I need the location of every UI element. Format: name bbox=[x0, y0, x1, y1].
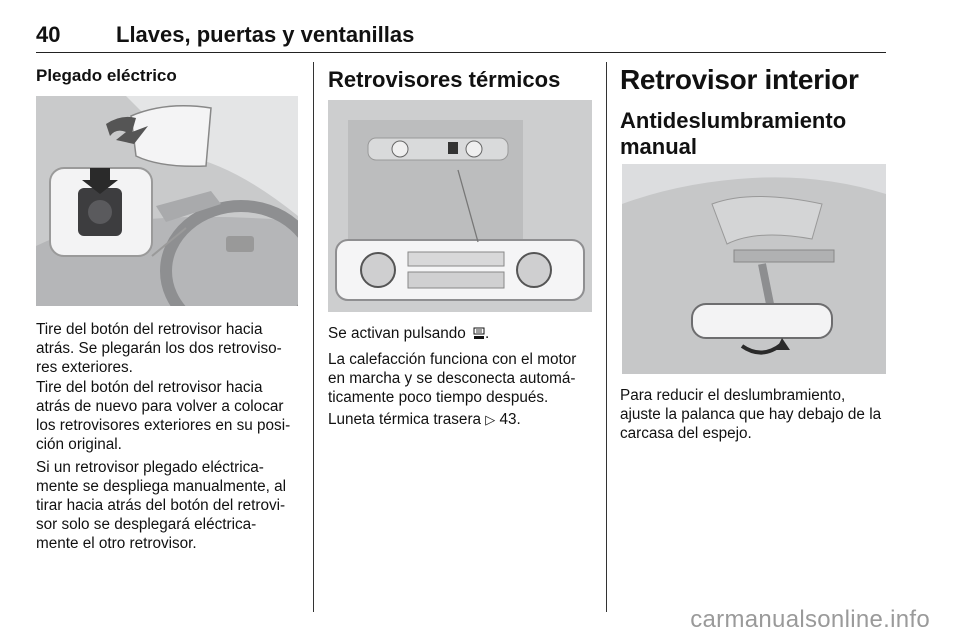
page-reference-icon: ▷ bbox=[485, 412, 496, 427]
paragraph-rear-heater-ref bbox=[328, 410, 592, 429]
interior-mirror-lever-illustration bbox=[622, 164, 886, 374]
climate-panel-drawing bbox=[328, 100, 592, 312]
paragraph-fold-pull: Tire del botón del retrovisor hacia atrás. Se plegarán los dos retroviso-res exteriores. bbox=[36, 321, 282, 376]
paragraph-heating-operation: La calefacción funciona con el motor en marcha y se desconecta automá-ticamente poco tiempo después. bbox=[328, 351, 577, 406]
page-header bbox=[36, 22, 886, 53]
subheading-manual-antiglare: Antideslumbramiento manual bbox=[620, 108, 847, 159]
section-title: Llaves, puertas y ventanillas bbox=[116, 22, 415, 47]
activate-end: . bbox=[485, 325, 490, 342]
column-heated-mirrors bbox=[328, 62, 592, 622]
paragraph-activate bbox=[328, 324, 592, 343]
activate-text: Se activan pulsando bbox=[328, 325, 466, 342]
column-divider bbox=[313, 62, 314, 612]
page-number: 40 bbox=[36, 22, 61, 47]
column-interior-mirror bbox=[620, 62, 886, 622]
heading-electric-folding: Plegado eléctrico bbox=[36, 66, 177, 85]
climate-control-panel-illustration bbox=[328, 100, 592, 312]
paragraph-fold-manual: Si un retrovisor plegado eléctrica-mente se despliega manualmente, al tirar hacia atrás del botón del retrovi-sor solo se desplegará eléctrica-mente el otro retrovisor. bbox=[36, 459, 287, 552]
heading-interior-mirror: Retrovisor interior bbox=[620, 64, 859, 95]
rear-window-heater-glyph bbox=[473, 326, 485, 340]
heading-heated-mirrors: Retrovisores térmicos bbox=[328, 67, 561, 92]
paragraph-reduce-glare: Para reducir el deslumbramiento, ajuste la palanca que hay debajo de la carcasa del espejo. bbox=[620, 387, 882, 442]
mirror-fold-switch-illustration bbox=[36, 96, 298, 306]
rear-heater-text: Luneta térmica trasera bbox=[328, 411, 482, 428]
interior-mirror-drawing bbox=[622, 164, 886, 374]
page-reference[interactable]: 43. bbox=[499, 411, 521, 428]
watermark: carmanualsonline.info bbox=[690, 606, 930, 633]
paragraph-fold-restore: Tire del botón del retrovisor hacia atrás de nuevo para volver a colocar los retrovisores exteriores en su posi-ción original. bbox=[36, 379, 291, 453]
column-divider bbox=[606, 62, 607, 612]
rear-window-heater-icon bbox=[473, 326, 485, 340]
mirror-fold-switch-drawing bbox=[36, 96, 298, 306]
column-electric-folding bbox=[36, 62, 298, 622]
